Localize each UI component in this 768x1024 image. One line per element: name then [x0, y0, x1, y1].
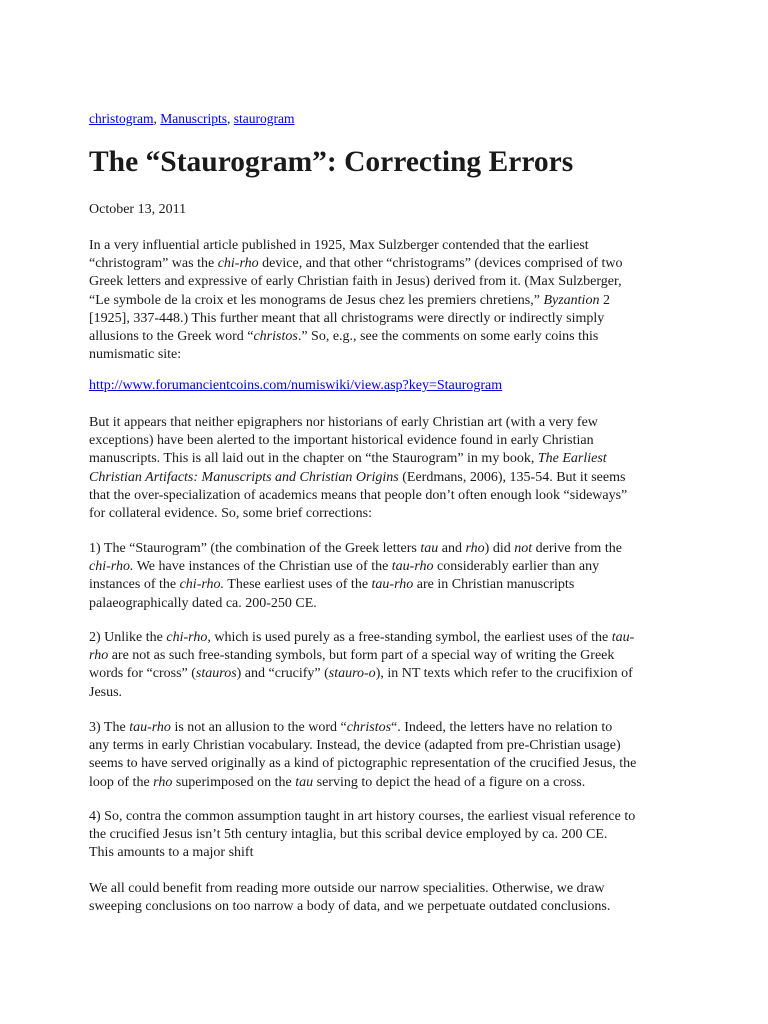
category-link-manuscripts[interactable]: Manuscripts [160, 111, 227, 126]
text-line [89, 665, 689, 683]
text-run: numismatic site: [89, 347, 182, 363]
paragraph-manuscripts [89, 414, 689, 523]
text-run: ), in NT texts which refer to the crucifixion of [375, 666, 633, 682]
text-run: are not as such free-standing symbols, but form part of a special way of writing the Greek [108, 648, 615, 664]
text-run: superimposed on the [172, 774, 296, 790]
italic-text-run: Byzantion [543, 292, 600, 308]
italic-text-run: christos [346, 720, 392, 735]
text-line [89, 826, 689, 844]
text-line [89, 774, 689, 792]
post-title: The “Staurogram”: Correcting Errors [89, 146, 574, 178]
text-line [89, 310, 689, 328]
category-link-staurogram[interactable]: staurogram [233, 111, 295, 126]
text-run: palaeographically dated ca. 200-250 CE. [89, 595, 317, 611]
link-paragraph [89, 377, 689, 395]
text-run: are in Christian manuscripts [413, 577, 575, 593]
italic-text-run: chi-rho [217, 256, 259, 272]
italic-text-run: tau-rho [391, 559, 434, 575]
italic-text-run: rho [89, 648, 109, 664]
text-run: 1) The “Staurogram” (the combination of the Greek letters [89, 541, 421, 556]
italic-text-run: tau [420, 541, 439, 556]
text-line [89, 629, 689, 647]
paragraph-conclusion [89, 880, 689, 916]
italic-text-run: tau [295, 774, 314, 790]
post-date: October 13, 2011 [89, 202, 187, 217]
text-line [89, 505, 689, 523]
text-line [89, 346, 689, 364]
category-separator: , [153, 111, 161, 126]
italic-text-run: stauro-o [328, 666, 376, 682]
italic-text-run: tau- [611, 630, 635, 645]
italic-text-run: chi-rho [166, 630, 208, 645]
text-run: device, and that other “christograms” (devices comprised of two [258, 256, 623, 272]
text-run: [1925], 337-448.) This further meant that all christograms were directly or indirectly simply [89, 310, 605, 326]
text-run: for collateral evidence. So, some brief corrections: [89, 506, 372, 522]
text-run: exceptions) have been alerted to the important historical evidence found in early Christian [89, 433, 594, 449]
text-line [89, 684, 689, 702]
text-line [89, 237, 689, 255]
category-separator: , [226, 111, 234, 126]
text-line [89, 898, 689, 916]
text-run: ) did [484, 541, 515, 556]
text-run: 4) So, contra the common assumption taught in art history courses, the earliest visual reference to [89, 809, 636, 824]
text-run: the crucified Jesus isn’t 5th century intaglia, but this scribal device employed by ca. 200 CE. [89, 827, 608, 843]
text-run: and [438, 541, 466, 556]
paragraph-correction-1 [89, 540, 689, 613]
text-run: , which is used purely as a free-standing symbol, the earliest uses of the [207, 630, 612, 645]
text-line [89, 540, 689, 558]
paragraph-intro [89, 237, 689, 364]
text-run: Greek letters and expressive of early Christian faith in Jesus) derived from it. (Max Sulzberger, [89, 274, 622, 290]
text-line [89, 469, 689, 487]
category-links [89, 110, 294, 128]
italic-text-run: not [514, 541, 533, 556]
text-line [89, 292, 689, 310]
text-run: In a very influential article published in 1925, Max Sulzberger contended that the earliest [89, 238, 589, 253]
text-run: serving to depict the head of a figure on a cross. [313, 774, 586, 790]
italic-text-run: Christian Artifacts: Manuscripts and Christian Origins [89, 469, 399, 485]
text-run: ) and “crucify” ( [236, 666, 329, 682]
italic-text-run: stauros [195, 666, 237, 682]
text-line [89, 755, 689, 773]
text-run: This amounts to a major shift [89, 845, 254, 861]
text-line [89, 487, 689, 505]
text-line [89, 558, 689, 576]
text-run: Jesus. [89, 684, 123, 700]
text-run: loop of the [89, 774, 154, 790]
italic-text-run: christos [253, 329, 298, 345]
italic-text-run: tau-rho [371, 577, 414, 593]
text-line [89, 808, 689, 826]
text-run: “. Indeed, the letters have no relation to [391, 720, 613, 735]
text-line [89, 880, 689, 898]
text-run: But it appears that neither epigraphers nor historians of early Christian art (with a very few [89, 415, 598, 430]
text-line [89, 844, 689, 862]
paragraph-correction-2 [89, 629, 689, 702]
forum-ancient-coins-link[interactable]: http://www.forumancientcoins.com/numiswiki/view.asp?key=Staurogram [89, 378, 503, 393]
text-line [89, 576, 689, 594]
text-run: sweeping conclusions on too narrow a body of data, and we perpetuate outdated conclusions. [89, 899, 611, 915]
text-run: We have instances of the Christian use of the [133, 559, 392, 575]
italic-text-run: chi-rho. [179, 577, 225, 593]
text-run: 3) The [89, 720, 130, 735]
text-run: These earliest uses of the [224, 577, 372, 593]
text-run: manuscripts. This is all laid out in the chapter on “the Staurogram” in my book, [89, 451, 538, 467]
text-line [89, 432, 689, 450]
text-run: derive from the [532, 541, 622, 556]
text-run: We all could benefit from reading more outside our narrow specialities. Otherwise, we draw [89, 881, 605, 896]
text-run: seems to have served originally as a kind of pictographic representation of the crucified Jesus, the [89, 756, 637, 772]
italic-text-run: tau-rho [129, 720, 171, 735]
text-line [89, 414, 689, 432]
category-link-christogram[interactable]: christogram [89, 111, 154, 126]
text-run: instances of the [89, 577, 180, 593]
text-run: allusions to the Greek word “ [89, 329, 254, 345]
text-line [89, 273, 689, 291]
text-line [89, 595, 689, 613]
text-run: 2 [599, 292, 610, 308]
text-line [89, 647, 689, 665]
text-run: considerably earlier than any [433, 559, 600, 575]
text-run: is not an allusion to the word “ [170, 720, 347, 735]
text-line [89, 328, 689, 346]
italic-text-run: The Earliest [537, 451, 607, 467]
text-line [89, 450, 689, 468]
text-run: (Eerdmans, 2006), 135-54. But it seems [398, 469, 626, 485]
text-run: that the over-specialization of academics means that people don’t often enough look “sideways” [89, 487, 628, 503]
text-run: .” So, e.g., see the comments on some early coins this [297, 329, 599, 345]
text-line [89, 719, 689, 737]
italic-text-run: chi-rho. [89, 559, 134, 575]
text-run: any terms in early Christian vocabulary. Instead, the device (adapted from pre-Christian usage) [89, 738, 621, 754]
paragraph-correction-4 [89, 808, 689, 863]
italic-text-run: rho [153, 774, 173, 790]
text-run: 2) Unlike the [89, 630, 167, 645]
text-line [89, 255, 689, 273]
paragraph-correction-3 [89, 719, 689, 792]
text-run: “christogram” was the [89, 256, 218, 272]
text-run: words for “cross” ( [89, 666, 196, 682]
text-run: “Le symbole de la croix et les monograms de Jesus chez les premiers chretiens,” [89, 292, 544, 308]
italic-text-run: rho [465, 541, 485, 556]
text-line [89, 737, 689, 755]
